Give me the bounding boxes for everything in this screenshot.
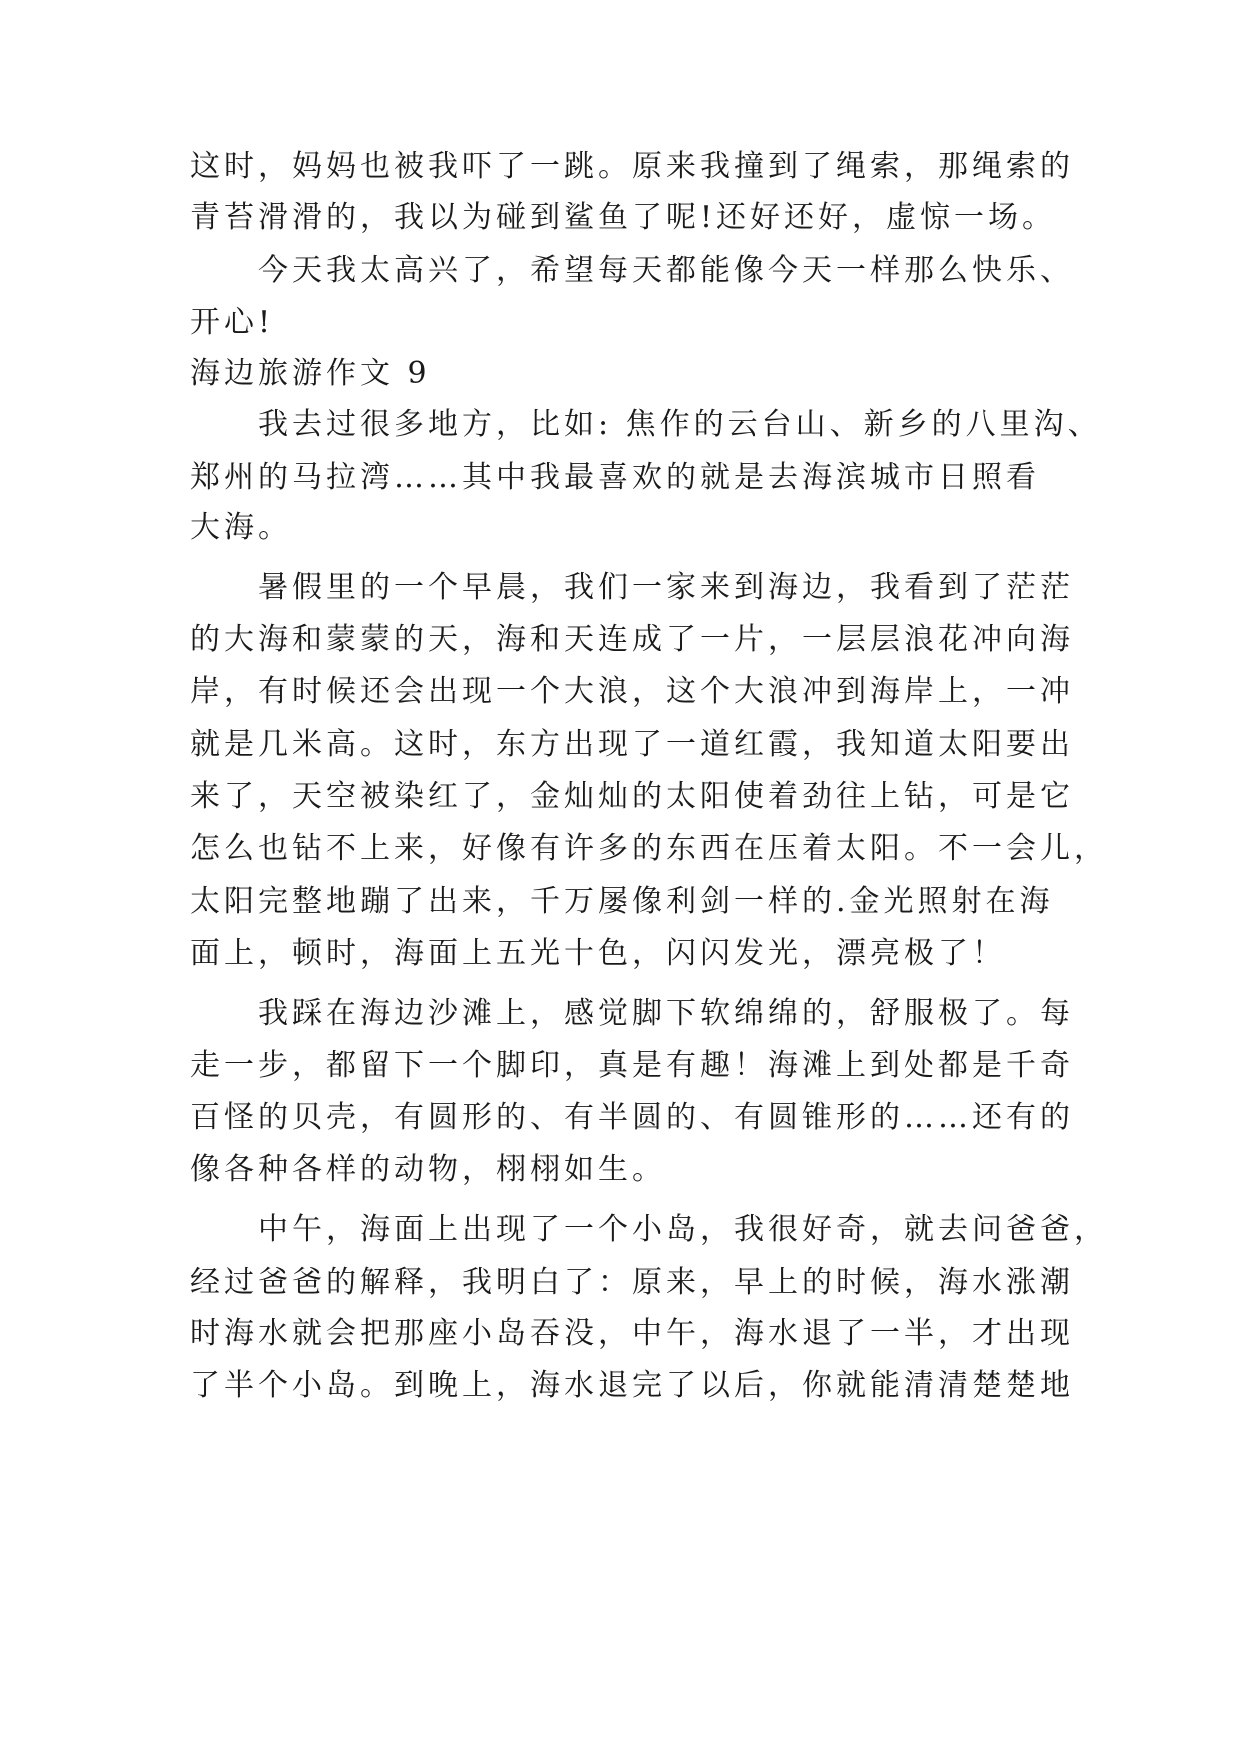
text-line: 走一步，都留下一个脚印，真是有趣！海滩上到处都是千奇 [190, 1048, 1074, 1083]
text-line: 来了，天空被染红了，金灿灿的太阳使着劲往上钻，可是它 [190, 779, 1074, 814]
text-line: 这时，妈妈也被我吓了一跳。原来我撞到了绳索，那绳索的 [190, 149, 1074, 184]
text-line: 大海。 [190, 510, 292, 545]
paragraph-first-line: 我踩在海边沙滩上，感觉脚下软绵绵的，舒服极了。每 [258, 996, 1074, 1031]
text-line: 青苔滑滑的，我以为碰到鲨鱼了呢!还好还好，虚惊一场。 [190, 200, 1057, 235]
text-line: 经过爸爸的解释，我明白了：原来，早上的时候，海水涨潮 [190, 1265, 1074, 1300]
text-line: 岸，有时候还会出现一个大浪，这个大浪冲到海岸上，一冲 [190, 674, 1074, 709]
text-line: 时海水就会把那座小岛吞没，中午，海水退了一半，才出现 [190, 1316, 1074, 1351]
text-line: 面上，顿时，海面上五光十色，闪闪发光，漂亮极了！ [190, 936, 1006, 971]
paragraph-first-line: 今天我太高兴了，希望每天都能像今天一样那么快乐、 [258, 253, 1074, 288]
paragraph-first-line: 中午，海面上出现了一个小岛，我很好奇，就去问爸爸， [258, 1212, 1108, 1247]
text-line: 怎么也钻不上来，好像有许多的东西在压着太阳。不一会儿， [190, 831, 1108, 866]
text-line: 太阳完整地蹦了出来，千万屡像利剑一样的.金光照射在海 [190, 884, 1054, 919]
text-line: 了半个小岛。到晚上，海水退完了以后，你就能清清楚楚地 [190, 1368, 1074, 1403]
text-line: 郑州的马拉湾……其中我最喜欢的就是去海滨城市日照看 [190, 460, 1040, 495]
paragraph-first-line: 暑假里的一个早晨，我们一家来到海边，我看到了茫茫 [258, 570, 1074, 605]
text-line: 像各种各样的动物，栩栩如生。 [190, 1152, 666, 1187]
text-line: 的大海和蒙蒙的天，海和天连成了一片，一层层浪花冲向海 [190, 622, 1074, 657]
section-title: 海边旅游作文 9 [190, 356, 431, 391]
text-line: 开心! [190, 305, 275, 340]
text-line: 百怪的贝壳，有圆形的、有半圆的、有圆锥形的……还有的 [190, 1100, 1074, 1135]
text-line: 就是几米高。这时，东方出现了一道红霞，我知道太阳要出 [190, 727, 1074, 762]
paragraph-first-line: 我去过很多地方，比如: 焦作的云台山、新乡的八里沟、 [258, 407, 1102, 442]
